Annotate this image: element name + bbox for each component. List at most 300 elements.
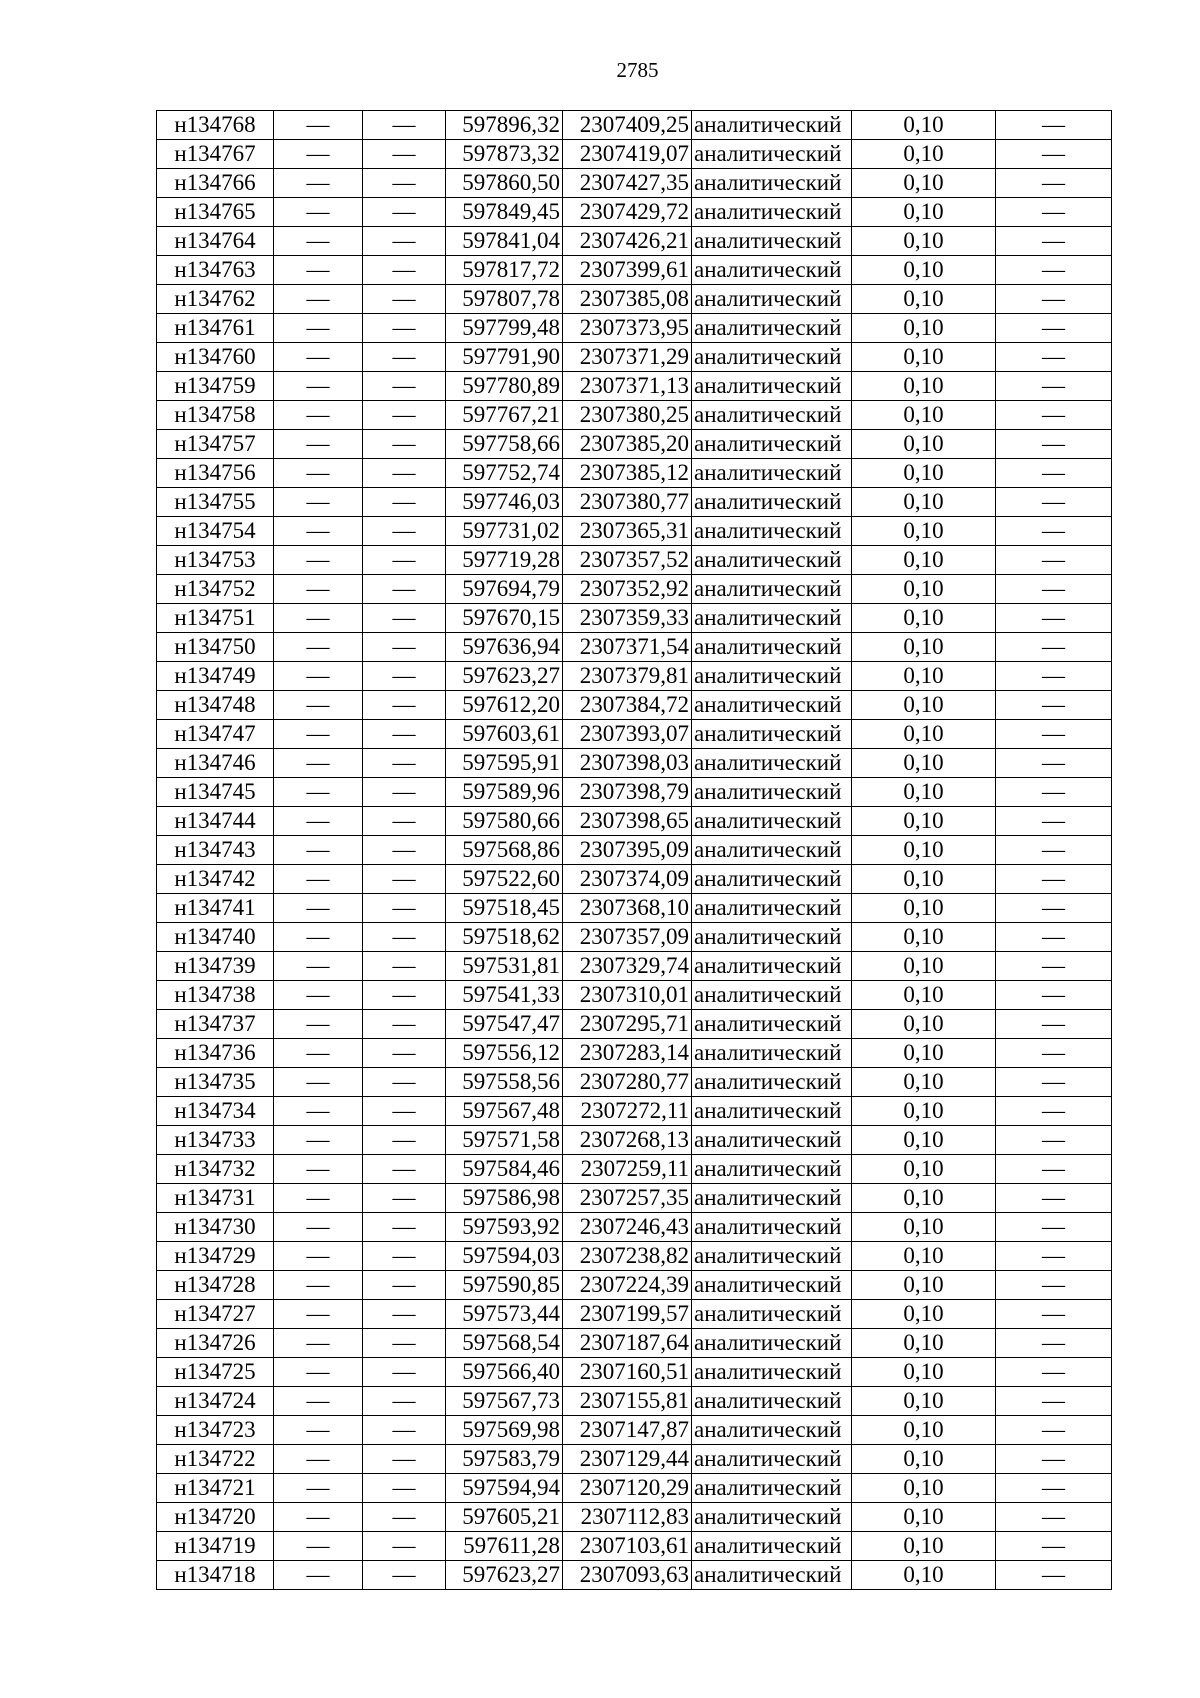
accuracy-cell: 0,10	[852, 169, 996, 198]
empty-value-cell: —	[996, 546, 1112, 575]
empty-value-cell: —	[274, 1300, 363, 1329]
method-cell: аналитический	[692, 575, 852, 604]
y-coordinate-cell: 2307380,77	[563, 488, 692, 517]
y-coordinate-cell: 2307199,57	[563, 1300, 692, 1329]
empty-value-cell: —	[363, 256, 446, 285]
y-coordinate-cell: 2307357,52	[563, 546, 692, 575]
method-cell: аналитический	[692, 1068, 852, 1097]
y-coordinate-cell: 2307359,33	[563, 604, 692, 633]
empty-value-cell: —	[996, 256, 1112, 285]
x-coordinate-cell: 597556,12	[446, 1039, 563, 1068]
empty-value-cell: —	[996, 662, 1112, 691]
method-cell: аналитический	[692, 140, 852, 169]
empty-value-cell: —	[363, 1387, 446, 1416]
point-id-cell: н134750	[157, 633, 274, 662]
empty-value-cell: —	[363, 1329, 446, 1358]
table-row	[157, 169, 1112, 198]
table-row	[157, 865, 1112, 894]
point-id-cell: н134739	[157, 952, 274, 981]
y-coordinate-cell: 2307268,13	[563, 1126, 692, 1155]
y-coordinate-cell: 2307409,25	[563, 111, 692, 140]
accuracy-cell: 0,10	[852, 1213, 996, 1242]
empty-value-cell: —	[363, 401, 446, 430]
empty-value-cell: —	[363, 1271, 446, 1300]
point-id-cell: н134759	[157, 372, 274, 401]
method-cell: аналитический	[692, 372, 852, 401]
x-coordinate-cell: 597670,15	[446, 604, 563, 633]
accuracy-cell: 0,10	[852, 111, 996, 140]
accuracy-cell: 0,10	[852, 401, 996, 430]
table-row	[157, 952, 1112, 981]
accuracy-cell: 0,10	[852, 865, 996, 894]
y-coordinate-cell: 2307272,11	[563, 1097, 692, 1126]
empty-value-cell: —	[996, 198, 1112, 227]
x-coordinate-cell: 597518,62	[446, 923, 563, 952]
empty-value-cell: —	[996, 488, 1112, 517]
accuracy-cell: 0,10	[852, 285, 996, 314]
x-coordinate-cell: 597896,32	[446, 111, 563, 140]
point-id-cell: н134721	[157, 1474, 274, 1503]
empty-value-cell: —	[363, 1126, 446, 1155]
y-coordinate-cell: 2307257,35	[563, 1184, 692, 1213]
x-coordinate-cell: 597752,74	[446, 459, 563, 488]
empty-value-cell: —	[996, 865, 1112, 894]
empty-value-cell: —	[274, 314, 363, 343]
x-coordinate-cell: 597589,96	[446, 778, 563, 807]
empty-value-cell: —	[996, 807, 1112, 836]
method-cell: аналитический	[692, 488, 852, 517]
x-coordinate-cell: 597569,98	[446, 1416, 563, 1445]
empty-value-cell: —	[274, 285, 363, 314]
y-coordinate-cell: 2307357,09	[563, 923, 692, 952]
table-row	[157, 749, 1112, 778]
x-coordinate-cell: 597767,21	[446, 401, 563, 430]
accuracy-cell: 0,10	[852, 1329, 996, 1358]
table-row	[157, 343, 1112, 372]
empty-value-cell: —	[274, 575, 363, 604]
empty-value-cell: —	[363, 1532, 446, 1561]
table-row	[157, 1474, 1112, 1503]
empty-value-cell: —	[363, 807, 446, 836]
x-coordinate-cell: 597573,44	[446, 1300, 563, 1329]
method-cell: аналитический	[692, 1010, 852, 1039]
method-cell: аналитический	[692, 720, 852, 749]
empty-value-cell: —	[363, 720, 446, 749]
x-coordinate-cell: 597567,73	[446, 1387, 563, 1416]
point-id-cell: н134747	[157, 720, 274, 749]
point-id-cell: н134718	[157, 1561, 274, 1590]
y-coordinate-cell: 2307398,03	[563, 749, 692, 778]
empty-value-cell: —	[274, 633, 363, 662]
empty-value-cell: —	[274, 430, 363, 459]
empty-value-cell: —	[363, 1097, 446, 1126]
accuracy-cell: 0,10	[852, 1242, 996, 1271]
x-coordinate-cell: 597595,91	[446, 749, 563, 778]
method-cell: аналитический	[692, 517, 852, 546]
method-cell: аналитический	[692, 1242, 852, 1271]
point-id-cell: н134727	[157, 1300, 274, 1329]
point-id-cell: н134766	[157, 169, 274, 198]
accuracy-cell: 0,10	[852, 198, 996, 227]
coordinates-table-body	[157, 111, 1112, 1590]
method-cell: аналитический	[692, 1300, 852, 1329]
x-coordinate-cell: 597780,89	[446, 372, 563, 401]
accuracy-cell: 0,10	[852, 1155, 996, 1184]
point-id-cell: н134762	[157, 285, 274, 314]
y-coordinate-cell: 2307398,79	[563, 778, 692, 807]
accuracy-cell: 0,10	[852, 662, 996, 691]
method-cell: аналитический	[692, 1184, 852, 1213]
y-coordinate-cell: 2307371,29	[563, 343, 692, 372]
accuracy-cell: 0,10	[852, 1300, 996, 1329]
y-coordinate-cell: 2307283,14	[563, 1039, 692, 1068]
empty-value-cell: —	[363, 285, 446, 314]
point-id-cell: н134756	[157, 459, 274, 488]
empty-value-cell: —	[363, 691, 446, 720]
empty-value-cell: —	[274, 1474, 363, 1503]
accuracy-cell: 0,10	[852, 749, 996, 778]
empty-value-cell: —	[274, 1039, 363, 1068]
empty-value-cell: —	[363, 314, 446, 343]
empty-value-cell: —	[363, 1358, 446, 1387]
point-id-cell: н134726	[157, 1329, 274, 1358]
method-cell: аналитический	[692, 1039, 852, 1068]
accuracy-cell: 0,10	[852, 140, 996, 169]
accuracy-cell: 0,10	[852, 1503, 996, 1532]
empty-value-cell: —	[996, 952, 1112, 981]
point-id-cell: н134722	[157, 1445, 274, 1474]
empty-value-cell: —	[996, 169, 1112, 198]
point-id-cell: н134741	[157, 894, 274, 923]
empty-value-cell: —	[996, 285, 1112, 314]
x-coordinate-cell: 597590,85	[446, 1271, 563, 1300]
table-row	[157, 720, 1112, 749]
table-row	[157, 807, 1112, 836]
empty-value-cell: —	[274, 546, 363, 575]
empty-value-cell: —	[996, 1126, 1112, 1155]
empty-value-cell: —	[363, 662, 446, 691]
point-id-cell: н134729	[157, 1242, 274, 1271]
empty-value-cell: —	[274, 836, 363, 865]
y-coordinate-cell: 2307419,07	[563, 140, 692, 169]
table-row	[157, 198, 1112, 227]
method-cell: аналитический	[692, 778, 852, 807]
empty-value-cell: —	[363, 1561, 446, 1590]
x-coordinate-cell: 597612,20	[446, 691, 563, 720]
method-cell: аналитический	[692, 633, 852, 662]
empty-value-cell: —	[996, 1329, 1112, 1358]
y-coordinate-cell: 2307429,72	[563, 198, 692, 227]
accuracy-cell: 0,10	[852, 1474, 996, 1503]
empty-value-cell: —	[996, 430, 1112, 459]
x-coordinate-cell: 597694,79	[446, 575, 563, 604]
empty-value-cell: —	[996, 1068, 1112, 1097]
empty-value-cell: —	[363, 778, 446, 807]
y-coordinate-cell: 2307426,21	[563, 227, 692, 256]
x-coordinate-cell: 597518,45	[446, 894, 563, 923]
y-coordinate-cell: 2307187,64	[563, 1329, 692, 1358]
point-id-cell: н134763	[157, 256, 274, 285]
accuracy-cell: 0,10	[852, 720, 996, 749]
empty-value-cell: —	[274, 1329, 363, 1358]
accuracy-cell: 0,10	[852, 227, 996, 256]
table-row	[157, 314, 1112, 343]
empty-value-cell: —	[363, 836, 446, 865]
x-coordinate-cell: 597522,60	[446, 865, 563, 894]
empty-value-cell: —	[363, 749, 446, 778]
table-row	[157, 662, 1112, 691]
method-cell: аналитический	[692, 894, 852, 923]
x-coordinate-cell: 597568,86	[446, 836, 563, 865]
x-coordinate-cell: 597541,33	[446, 981, 563, 1010]
accuracy-cell: 0,10	[852, 343, 996, 372]
x-coordinate-cell: 597611,28	[446, 1532, 563, 1561]
point-id-cell: н134738	[157, 981, 274, 1010]
x-coordinate-cell: 597571,58	[446, 1126, 563, 1155]
empty-value-cell: —	[363, 430, 446, 459]
method-cell: аналитический	[692, 256, 852, 285]
point-id-cell: н134736	[157, 1039, 274, 1068]
method-cell: аналитический	[692, 807, 852, 836]
accuracy-cell: 0,10	[852, 1416, 996, 1445]
point-id-cell: н134723	[157, 1416, 274, 1445]
empty-value-cell: —	[274, 488, 363, 517]
empty-value-cell: —	[274, 778, 363, 807]
table-row	[157, 1329, 1112, 1358]
method-cell: аналитический	[692, 1358, 852, 1387]
accuracy-cell: 0,10	[852, 1532, 996, 1561]
x-coordinate-cell: 597746,03	[446, 488, 563, 517]
x-coordinate-cell: 597547,47	[446, 1010, 563, 1039]
point-id-cell: н134761	[157, 314, 274, 343]
method-cell: аналитический	[692, 1213, 852, 1242]
x-coordinate-cell: 597799,48	[446, 314, 563, 343]
page-number: 2785	[616, 58, 659, 82]
empty-value-cell: —	[363, 198, 446, 227]
empty-value-cell: —	[363, 1416, 446, 1445]
y-coordinate-cell: 2307384,72	[563, 691, 692, 720]
y-coordinate-cell: 2307259,11	[563, 1155, 692, 1184]
y-coordinate-cell: 2307385,12	[563, 459, 692, 488]
x-coordinate-cell: 597623,27	[446, 1561, 563, 1590]
empty-value-cell: —	[996, 1358, 1112, 1387]
x-coordinate-cell: 597566,40	[446, 1358, 563, 1387]
empty-value-cell: —	[363, 923, 446, 952]
empty-value-cell: —	[996, 981, 1112, 1010]
y-coordinate-cell: 2307365,31	[563, 517, 692, 546]
empty-value-cell: —	[363, 865, 446, 894]
x-coordinate-cell: 597580,66	[446, 807, 563, 836]
point-id-cell: н134732	[157, 1155, 274, 1184]
method-cell: аналитический	[692, 111, 852, 140]
x-coordinate-cell: 597583,79	[446, 1445, 563, 1474]
point-id-cell: н134743	[157, 836, 274, 865]
y-coordinate-cell: 2307395,09	[563, 836, 692, 865]
accuracy-cell: 0,10	[852, 1039, 996, 1068]
point-id-cell: н134746	[157, 749, 274, 778]
table-row	[157, 1184, 1112, 1213]
accuracy-cell: 0,10	[852, 546, 996, 575]
empty-value-cell: —	[996, 720, 1112, 749]
y-coordinate-cell: 2307129,44	[563, 1445, 692, 1474]
empty-value-cell: —	[363, 1155, 446, 1184]
accuracy-cell: 0,10	[852, 1561, 996, 1590]
table-row	[157, 1068, 1112, 1097]
empty-value-cell: —	[363, 111, 446, 140]
y-coordinate-cell: 2307427,35	[563, 169, 692, 198]
table-row	[157, 1532, 1112, 1561]
table-row	[157, 227, 1112, 256]
empty-value-cell: —	[274, 1010, 363, 1039]
accuracy-cell: 0,10	[852, 1097, 996, 1126]
empty-value-cell: —	[274, 227, 363, 256]
table-row	[157, 691, 1112, 720]
empty-value-cell: —	[274, 1387, 363, 1416]
empty-value-cell: —	[274, 1358, 363, 1387]
empty-value-cell: —	[274, 1155, 363, 1184]
empty-value-cell: —	[363, 372, 446, 401]
table-row	[157, 1039, 1112, 1068]
x-coordinate-cell: 597586,98	[446, 1184, 563, 1213]
accuracy-cell: 0,10	[852, 1126, 996, 1155]
empty-value-cell: —	[996, 1532, 1112, 1561]
y-coordinate-cell: 2307120,29	[563, 1474, 692, 1503]
y-coordinate-cell: 2307398,65	[563, 807, 692, 836]
point-id-cell: н134748	[157, 691, 274, 720]
point-id-cell: н134733	[157, 1126, 274, 1155]
empty-value-cell: —	[996, 1474, 1112, 1503]
empty-value-cell: —	[996, 1097, 1112, 1126]
table-row	[157, 546, 1112, 575]
table-row	[157, 1358, 1112, 1387]
method-cell: аналитический	[692, 1271, 852, 1300]
empty-value-cell: —	[996, 575, 1112, 604]
accuracy-cell: 0,10	[852, 691, 996, 720]
empty-value-cell: —	[274, 140, 363, 169]
method-cell: аналитический	[692, 169, 852, 198]
accuracy-cell: 0,10	[852, 314, 996, 343]
empty-value-cell: —	[996, 1416, 1112, 1445]
empty-value-cell: —	[274, 604, 363, 633]
point-id-cell: н134752	[157, 575, 274, 604]
empty-value-cell: —	[363, 1184, 446, 1213]
point-id-cell: н134755	[157, 488, 274, 517]
empty-value-cell: —	[363, 488, 446, 517]
y-coordinate-cell: 2307112,83	[563, 1503, 692, 1532]
empty-value-cell: —	[996, 1242, 1112, 1271]
accuracy-cell: 0,10	[852, 1068, 996, 1097]
method-cell: аналитический	[692, 691, 852, 720]
accuracy-cell: 0,10	[852, 1184, 996, 1213]
method-cell: аналитический	[692, 198, 852, 227]
method-cell: аналитический	[692, 662, 852, 691]
point-id-cell: н134765	[157, 198, 274, 227]
accuracy-cell: 0,10	[852, 517, 996, 546]
method-cell: аналитический	[692, 1387, 852, 1416]
y-coordinate-cell: 2307224,39	[563, 1271, 692, 1300]
table-row	[157, 488, 1112, 517]
empty-value-cell: —	[996, 1271, 1112, 1300]
point-id-cell: н134735	[157, 1068, 274, 1097]
empty-value-cell: —	[996, 1213, 1112, 1242]
y-coordinate-cell: 2307295,71	[563, 1010, 692, 1039]
accuracy-cell: 0,10	[852, 981, 996, 1010]
point-id-cell: н134757	[157, 430, 274, 459]
empty-value-cell: —	[274, 372, 363, 401]
coordinates-table	[156, 110, 1112, 1590]
x-coordinate-cell: 597623,27	[446, 662, 563, 691]
method-cell: аналитический	[692, 1329, 852, 1358]
x-coordinate-cell: 597558,56	[446, 1068, 563, 1097]
empty-value-cell: —	[274, 169, 363, 198]
empty-value-cell: —	[274, 517, 363, 546]
table-row	[157, 1271, 1112, 1300]
empty-value-cell: —	[996, 343, 1112, 372]
table-row	[157, 923, 1112, 952]
empty-value-cell: —	[274, 1503, 363, 1532]
accuracy-cell: 0,10	[852, 633, 996, 662]
x-coordinate-cell: 597860,50	[446, 169, 563, 198]
empty-value-cell: —	[363, 1474, 446, 1503]
point-id-cell: н134754	[157, 517, 274, 546]
y-coordinate-cell: 2307238,82	[563, 1242, 692, 1271]
method-cell: аналитический	[692, 1532, 852, 1561]
table-row	[157, 517, 1112, 546]
method-cell: аналитический	[692, 836, 852, 865]
table-row	[157, 633, 1112, 662]
empty-value-cell: —	[274, 894, 363, 923]
y-coordinate-cell: 2307352,92	[563, 575, 692, 604]
point-id-cell: н134730	[157, 1213, 274, 1242]
empty-value-cell: —	[996, 1039, 1112, 1068]
point-id-cell: н134725	[157, 1358, 274, 1387]
table-row	[157, 981, 1112, 1010]
y-coordinate-cell: 2307246,43	[563, 1213, 692, 1242]
empty-value-cell: —	[996, 140, 1112, 169]
point-id-cell: н134744	[157, 807, 274, 836]
empty-value-cell: —	[274, 749, 363, 778]
x-coordinate-cell: 597807,78	[446, 285, 563, 314]
point-id-cell: н134724	[157, 1387, 274, 1416]
empty-value-cell: —	[996, 923, 1112, 952]
point-id-cell: н134760	[157, 343, 274, 372]
empty-value-cell: —	[274, 256, 363, 285]
table-row	[157, 256, 1112, 285]
accuracy-cell: 0,10	[852, 1387, 996, 1416]
accuracy-cell: 0,10	[852, 1010, 996, 1039]
x-coordinate-cell: 597603,61	[446, 720, 563, 749]
empty-value-cell: —	[996, 836, 1112, 865]
empty-value-cell: —	[996, 1010, 1112, 1039]
method-cell: аналитический	[692, 1474, 852, 1503]
empty-value-cell: —	[996, 372, 1112, 401]
point-id-cell: н134745	[157, 778, 274, 807]
method-cell: аналитический	[692, 430, 852, 459]
method-cell: аналитический	[692, 343, 852, 372]
empty-value-cell: —	[996, 691, 1112, 720]
y-coordinate-cell: 2307329,74	[563, 952, 692, 981]
point-id-cell: н134719	[157, 1532, 274, 1561]
empty-value-cell: —	[363, 604, 446, 633]
method-cell: аналитический	[692, 981, 852, 1010]
table-row	[157, 604, 1112, 633]
empty-value-cell: —	[996, 227, 1112, 256]
empty-value-cell: —	[274, 720, 363, 749]
empty-value-cell: —	[274, 981, 363, 1010]
point-id-cell: н134768	[157, 111, 274, 140]
empty-value-cell: —	[274, 1184, 363, 1213]
table-row	[157, 430, 1112, 459]
